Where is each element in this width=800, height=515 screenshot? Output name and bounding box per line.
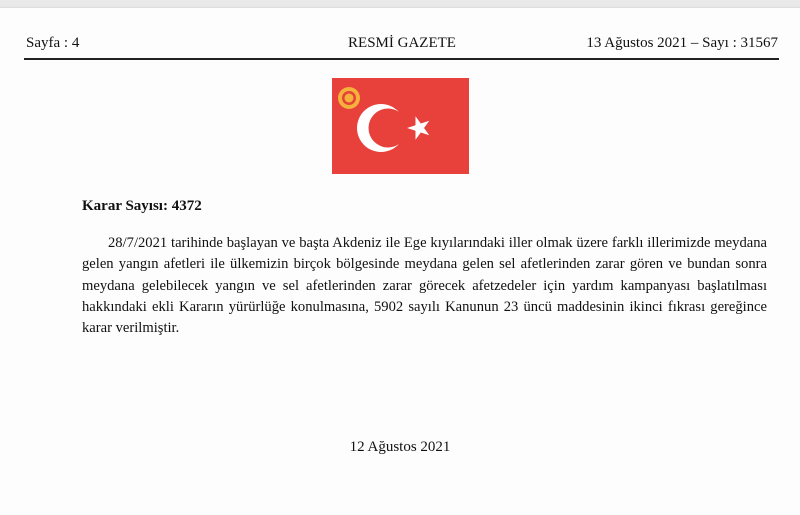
- page-number: Sayfa : 4: [26, 35, 80, 51]
- seal-icon: [338, 87, 360, 109]
- decision-date: 12 Ağustos 2021: [349, 439, 451, 455]
- decision-body: 28/7/2021 tarihinde başlayan ve başta Akdeniz ile Ege kıyılarındaki iller olmak üzere farklı illerimizde meydana gelen yangın afetleri ile ülkemizin birçok bölgesinde meydana gelen sel afetlerinden zarar gören ve bundan sonra meydana gelebilecek yangın ve sel afetlerinden zarar görecek afetzedeler için yardım kampanyası başlatılması hakkındaki ekli Kararın yürürlüğe konulmasına, 5902 sayılı Kanunun 23 üncü maddesinin ikinci fıkrası gereğince karar verilmiştir.: [82, 235, 767, 337]
- turkish-flag-icon: [332, 78, 469, 174]
- page-header: [26, 33, 778, 53]
- issue-info: 13 Ağustos 2021 – Sayı : 31567: [586, 35, 778, 51]
- decision-title: Karar Sayısı: 4372: [82, 198, 202, 214]
- header-divider: [24, 58, 779, 60]
- gazette-page: [0, 8, 800, 515]
- turkish-flag-graphic: [332, 78, 469, 174]
- publication-title: RESMİ GAZETE: [348, 35, 456, 51]
